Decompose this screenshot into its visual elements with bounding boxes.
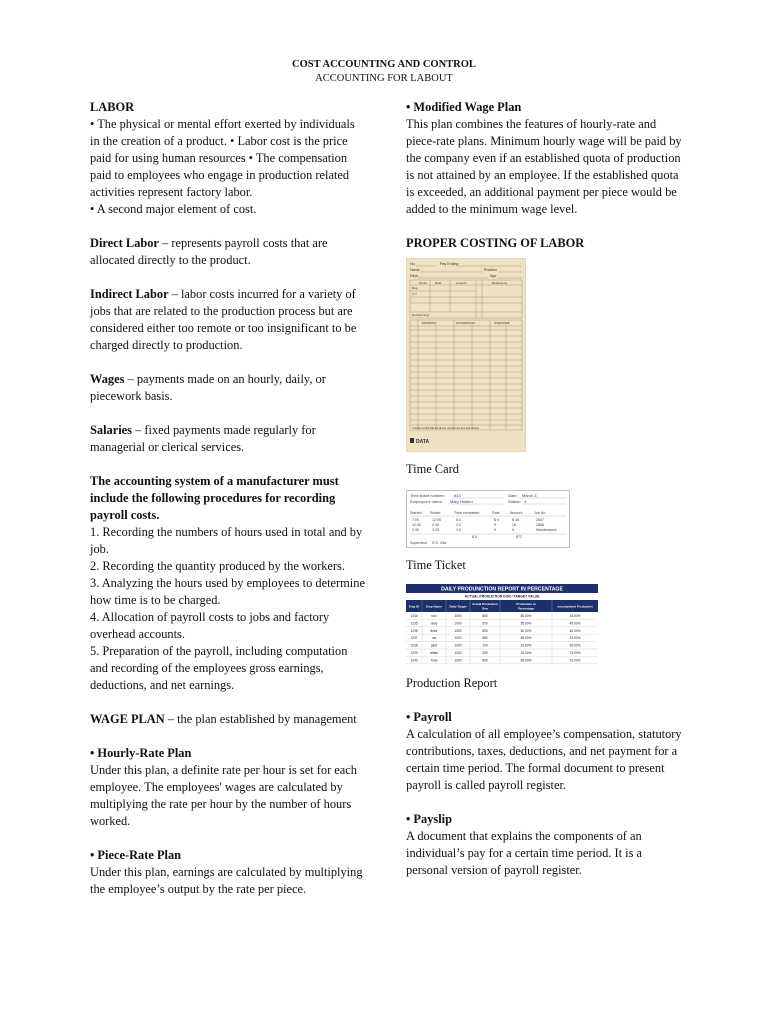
pr-cell: 680 — [482, 636, 488, 641]
indirect-labor-term: Indirect Labor — [90, 287, 169, 301]
tt-cell: 2:30 — [432, 523, 439, 527]
tc-afternoon-label: AFTERNOON — [456, 321, 475, 325]
time-ticket-image — [406, 490, 570, 548]
tc-dept-label: Dept. — [410, 274, 419, 278]
pr-cell: 55.00% — [520, 621, 532, 626]
pr-cell: 1000 — [454, 651, 462, 655]
pr-cell: 850 — [482, 614, 488, 618]
pr-cell: ravis — [430, 621, 438, 626]
pr-column-header: Actual Production — [472, 602, 498, 606]
pr-cell: afdsb — [430, 651, 438, 655]
payroll-heading: • Payroll — [406, 710, 452, 724]
pr-cell: 85.00% — [520, 614, 532, 618]
wages-term: Wages — [90, 372, 125, 386]
labor-text-2: • A second major element of cost. — [90, 202, 257, 216]
pr-cell: 74.00% — [569, 651, 581, 655]
tc-position-label: Position — [484, 268, 497, 272]
pr-cell: 32.00% — [569, 636, 581, 641]
time-ticket-figure — [406, 490, 682, 553]
wage-plan-paragraph — [90, 711, 365, 728]
modified-wage-text: This plan combines the features of hourly-rate and piece-rate plans. Minimum hourly wage will be paid by the company even if an established quota of production is not attained by an employee. If the established quota is exceeded, an additional payment per piece would be added to the minimum wage level. — [406, 117, 682, 216]
labor-heading: LABOR — [90, 100, 135, 114]
tt-station-label: Station: — [508, 499, 522, 504]
tt-cell: 12:00 — [432, 518, 441, 522]
pr-cell: fiubs — [430, 628, 438, 633]
salaries-paragraph — [90, 422, 365, 456]
tt-cell: 3:30 — [432, 528, 439, 532]
pr-column-header: Percentage — [517, 606, 535, 611]
tt-column-header: Amount — [510, 511, 523, 515]
pr-cell: 69.00% — [520, 658, 532, 663]
wages-text: – payments made on an hourly, daily, or piecework basis. — [90, 372, 326, 403]
payslip-text: A document that explains the components of an individual’s pay for a certain time period. It is a personal version of payroll register. — [406, 829, 643, 877]
proper-costing-heading: PROPER COSTING OF LABOR — [406, 236, 585, 250]
pr-cell: 100 — [482, 643, 488, 648]
tt-cell: $ 45 — [512, 518, 519, 522]
tc-ot-label: O.T. — [412, 292, 418, 296]
tt-cell: 5.0 — [456, 518, 461, 522]
pr-cell: 1000 — [454, 643, 462, 648]
pr-column-header: Emp Name — [426, 604, 442, 609]
pr-cell: 1240 — [410, 658, 418, 663]
pr-cell: 1235 — [410, 621, 418, 626]
pr-cell: 31.00% — [569, 658, 581, 663]
salaries-text: – fixed payments made regularly for managerial or clerical services. — [90, 423, 316, 454]
pr-cell: 500 — [482, 621, 488, 626]
procedure-item: 5. Preparation of the payroll, including computation and recording of the employees gross earnings, deductions, and net earnings. — [90, 644, 348, 692]
tt-column-header: Job No. — [534, 511, 547, 515]
procedures-heading: The accounting system of a manufacturer must include the following procedures for recording payroll costs. — [90, 474, 339, 522]
tt-total-amount: $72 — [516, 535, 522, 539]
payroll-text: A calculation of all employee’s compensation, statutory contributions, taxes, deductions, and net payment for a certain time period. The formal document to present payroll is called payroll register. — [406, 727, 682, 792]
hourly-rate-heading: • Hourly-Rate Plan — [90, 746, 192, 760]
document-title: COST ACCOUNTING AND CONTROL — [292, 59, 476, 70]
tc-footer-text: I hereby certify that the above records are true and correct. — [412, 427, 480, 430]
tc-name-label: Name — [410, 268, 420, 272]
tt-cell: 9 — [494, 528, 496, 532]
procedure-item: 3. Analyzing the hours used by employees to determine how time is to be charged. — [90, 576, 365, 607]
tt-column-header: Ended — [430, 511, 441, 515]
tt-cell: 18 — [512, 523, 516, 527]
tc-reg-label: Reg. — [412, 286, 419, 290]
pr-cell: 1234 — [410, 614, 418, 618]
pr-column-header: Production In — [516, 602, 536, 606]
production-report-image — [406, 584, 598, 666]
pr-cell: 1239 — [410, 651, 418, 655]
tt-station-value: 4 — [524, 499, 527, 504]
tt-cell: 9 — [494, 523, 496, 527]
pr-cell: 15.00% — [569, 614, 581, 618]
tc-overtime-label: OVERTIME — [494, 321, 510, 325]
tc-morning-label: MORNING — [422, 321, 437, 325]
tt-column-header: Started — [410, 511, 422, 515]
tt-cell: 2:30 — [412, 528, 419, 532]
modified-wage-heading: • Modified Wage Plan — [406, 100, 522, 114]
pr-cell: 1000 — [454, 628, 462, 633]
pr-title: DAILY PRODUNCTION REPORT IN PERCENTAGE — [441, 586, 563, 593]
pr-cell: jabd — [430, 643, 438, 648]
time-card-figure — [406, 258, 682, 457]
indirect-labor-paragraph — [90, 286, 365, 354]
time-card-caption: Time Card — [406, 462, 459, 476]
tt-cell: $ 9 — [494, 518, 499, 522]
pr-cell: 1000 — [454, 658, 462, 663]
production-report-figure — [406, 584, 682, 671]
tc-deductions-label: Deductions — [492, 281, 508, 285]
pr-subtitle: ACTUAL PRODUCTION DON / TARGET VALUE — [464, 594, 540, 599]
wage-plan-term: WAGE PLAN — [90, 712, 165, 726]
pr-cell: 90.00% — [569, 643, 581, 648]
tt-cell: 2.0 — [456, 523, 461, 527]
pr-cell: 40.00% — [569, 628, 581, 633]
pr-cell: 60.00% — [520, 628, 532, 633]
pr-cell: 10.00% — [520, 643, 532, 648]
tc-pay-ending-label: Pay Ending — [440, 262, 459, 266]
tt-column-header: Time completed — [454, 511, 480, 515]
right-column — [406, 99, 682, 879]
pr-cell: 45.00% — [569, 621, 581, 626]
pr-cell: 690 — [482, 658, 488, 663]
pr-cell: Total — [430, 658, 438, 663]
pr-cell: 1238 — [410, 643, 418, 648]
production-report-caption: Production Report — [406, 676, 498, 690]
tt-employee-value: Mary Holden — [450, 499, 473, 504]
tt-date-value: March 3 — [522, 493, 537, 498]
direct-labor-term: Direct Labor — [90, 236, 159, 250]
wages-paragraph — [90, 371, 365, 405]
indirect-labor-text: – labor costs incurred for a variety of jobs that are related to the production process but are considered either too remote or too insignificant to be charged directly to production. — [90, 287, 357, 352]
tt-cell: 9 — [512, 528, 514, 532]
tc-hours-label: Hours — [419, 281, 428, 285]
pr-column-header: Emp ID — [408, 604, 420, 609]
wage-plan-text: – the plan established by management — [164, 712, 357, 726]
tt-supervisor-value: S.S. Jhiz — [432, 541, 447, 545]
tt-cell: 2806 — [536, 523, 544, 527]
tt-column-header: Rate — [492, 511, 500, 515]
pr-cell: 1000 — [454, 614, 462, 618]
pr-cell: 600 — [482, 628, 488, 633]
piece-rate-text: Under this plan, earnings are calculated by multiplying the employee’s output by the rate per piece. — [90, 865, 363, 896]
tt-number-label: Time ticket number: — [410, 493, 445, 498]
pr-column-header: Don — [482, 606, 488, 611]
pr-cell: 25.00% — [520, 651, 532, 655]
tc-brand: DATA — [416, 439, 430, 445]
left-column — [90, 99, 365, 898]
tc-no-label: No. — [410, 262, 416, 266]
time-ticket-caption: Time Ticket — [406, 558, 466, 572]
pr-cell: 1000 — [454, 621, 462, 626]
pr-cell: 250 — [482, 651, 488, 655]
tt-cell: 1.0 — [456, 528, 461, 532]
pr-column-header: Daily Target — [449, 604, 467, 609]
pr-cell: 1237 — [410, 636, 418, 641]
time-card-image — [406, 258, 526, 452]
procedure-item: 4. Allocation of payroll costs to jobs and factory overhead accounts. — [90, 610, 330, 641]
pr-cell: 68.00% — [520, 636, 532, 641]
tc-rate-label: Rate — [435, 281, 442, 285]
tt-total-time: 8.0 — [472, 535, 477, 539]
tt-supervisor-label: Supervisor — [410, 541, 428, 545]
piece-rate-heading: • Piece-Rate Plan — [90, 848, 182, 862]
procedure-item: 2. Recording the quantity produced by the workers. — [90, 559, 345, 573]
labor-text: • The physical or mental effort exerted by individuals in the creation of a product. • Labor cost is the price paid for using human resources • The compensation paid to employees who engage in production related activities represent factory labor. — [90, 117, 355, 199]
tt-cell: Maintenance — [536, 528, 557, 532]
pr-cell: ravi — [431, 614, 437, 618]
pr-cell: 1000 — [454, 636, 462, 641]
tt-cell: 2847 — [536, 518, 544, 522]
document-subtitle: ACCOUNTING FOR LABOUT — [315, 73, 453, 84]
tc-logo-icon — [410, 438, 414, 443]
tt-employee-label: Employee's name: — [410, 499, 443, 504]
procedure-item: 1. Recording the numbers of hours used in total and by job. — [90, 525, 363, 556]
tt-cell: 7:00 — [412, 518, 419, 522]
tc-net-label: Net Earnings — [412, 313, 430, 317]
document-header — [0, 58, 768, 86]
tt-number-value: 843 — [454, 493, 461, 498]
tc-age-label: Age — [490, 274, 497, 278]
pr-cell: 1236 — [410, 628, 418, 633]
payslip-heading: • Payslip — [406, 812, 452, 826]
tt-cell: 12:30 — [412, 523, 421, 527]
tc-amount-label: Amount — [456, 281, 467, 285]
tt-date-label: Date: — [508, 493, 518, 498]
pr-column-header: uncompleted Production — [557, 604, 593, 609]
direct-labor-text: – represents payroll costs that are allocated directly to the product. — [90, 236, 328, 267]
hourly-rate-text: Under this plan, a definite rate per hour is set for each employee. The employees' wages are calculated by multiplying the rate per hour by the number of hours worked. — [90, 763, 357, 828]
salaries-term: Salaries — [90, 423, 132, 437]
direct-labor-paragraph — [90, 235, 365, 269]
pr-cell: rav — [431, 636, 437, 641]
